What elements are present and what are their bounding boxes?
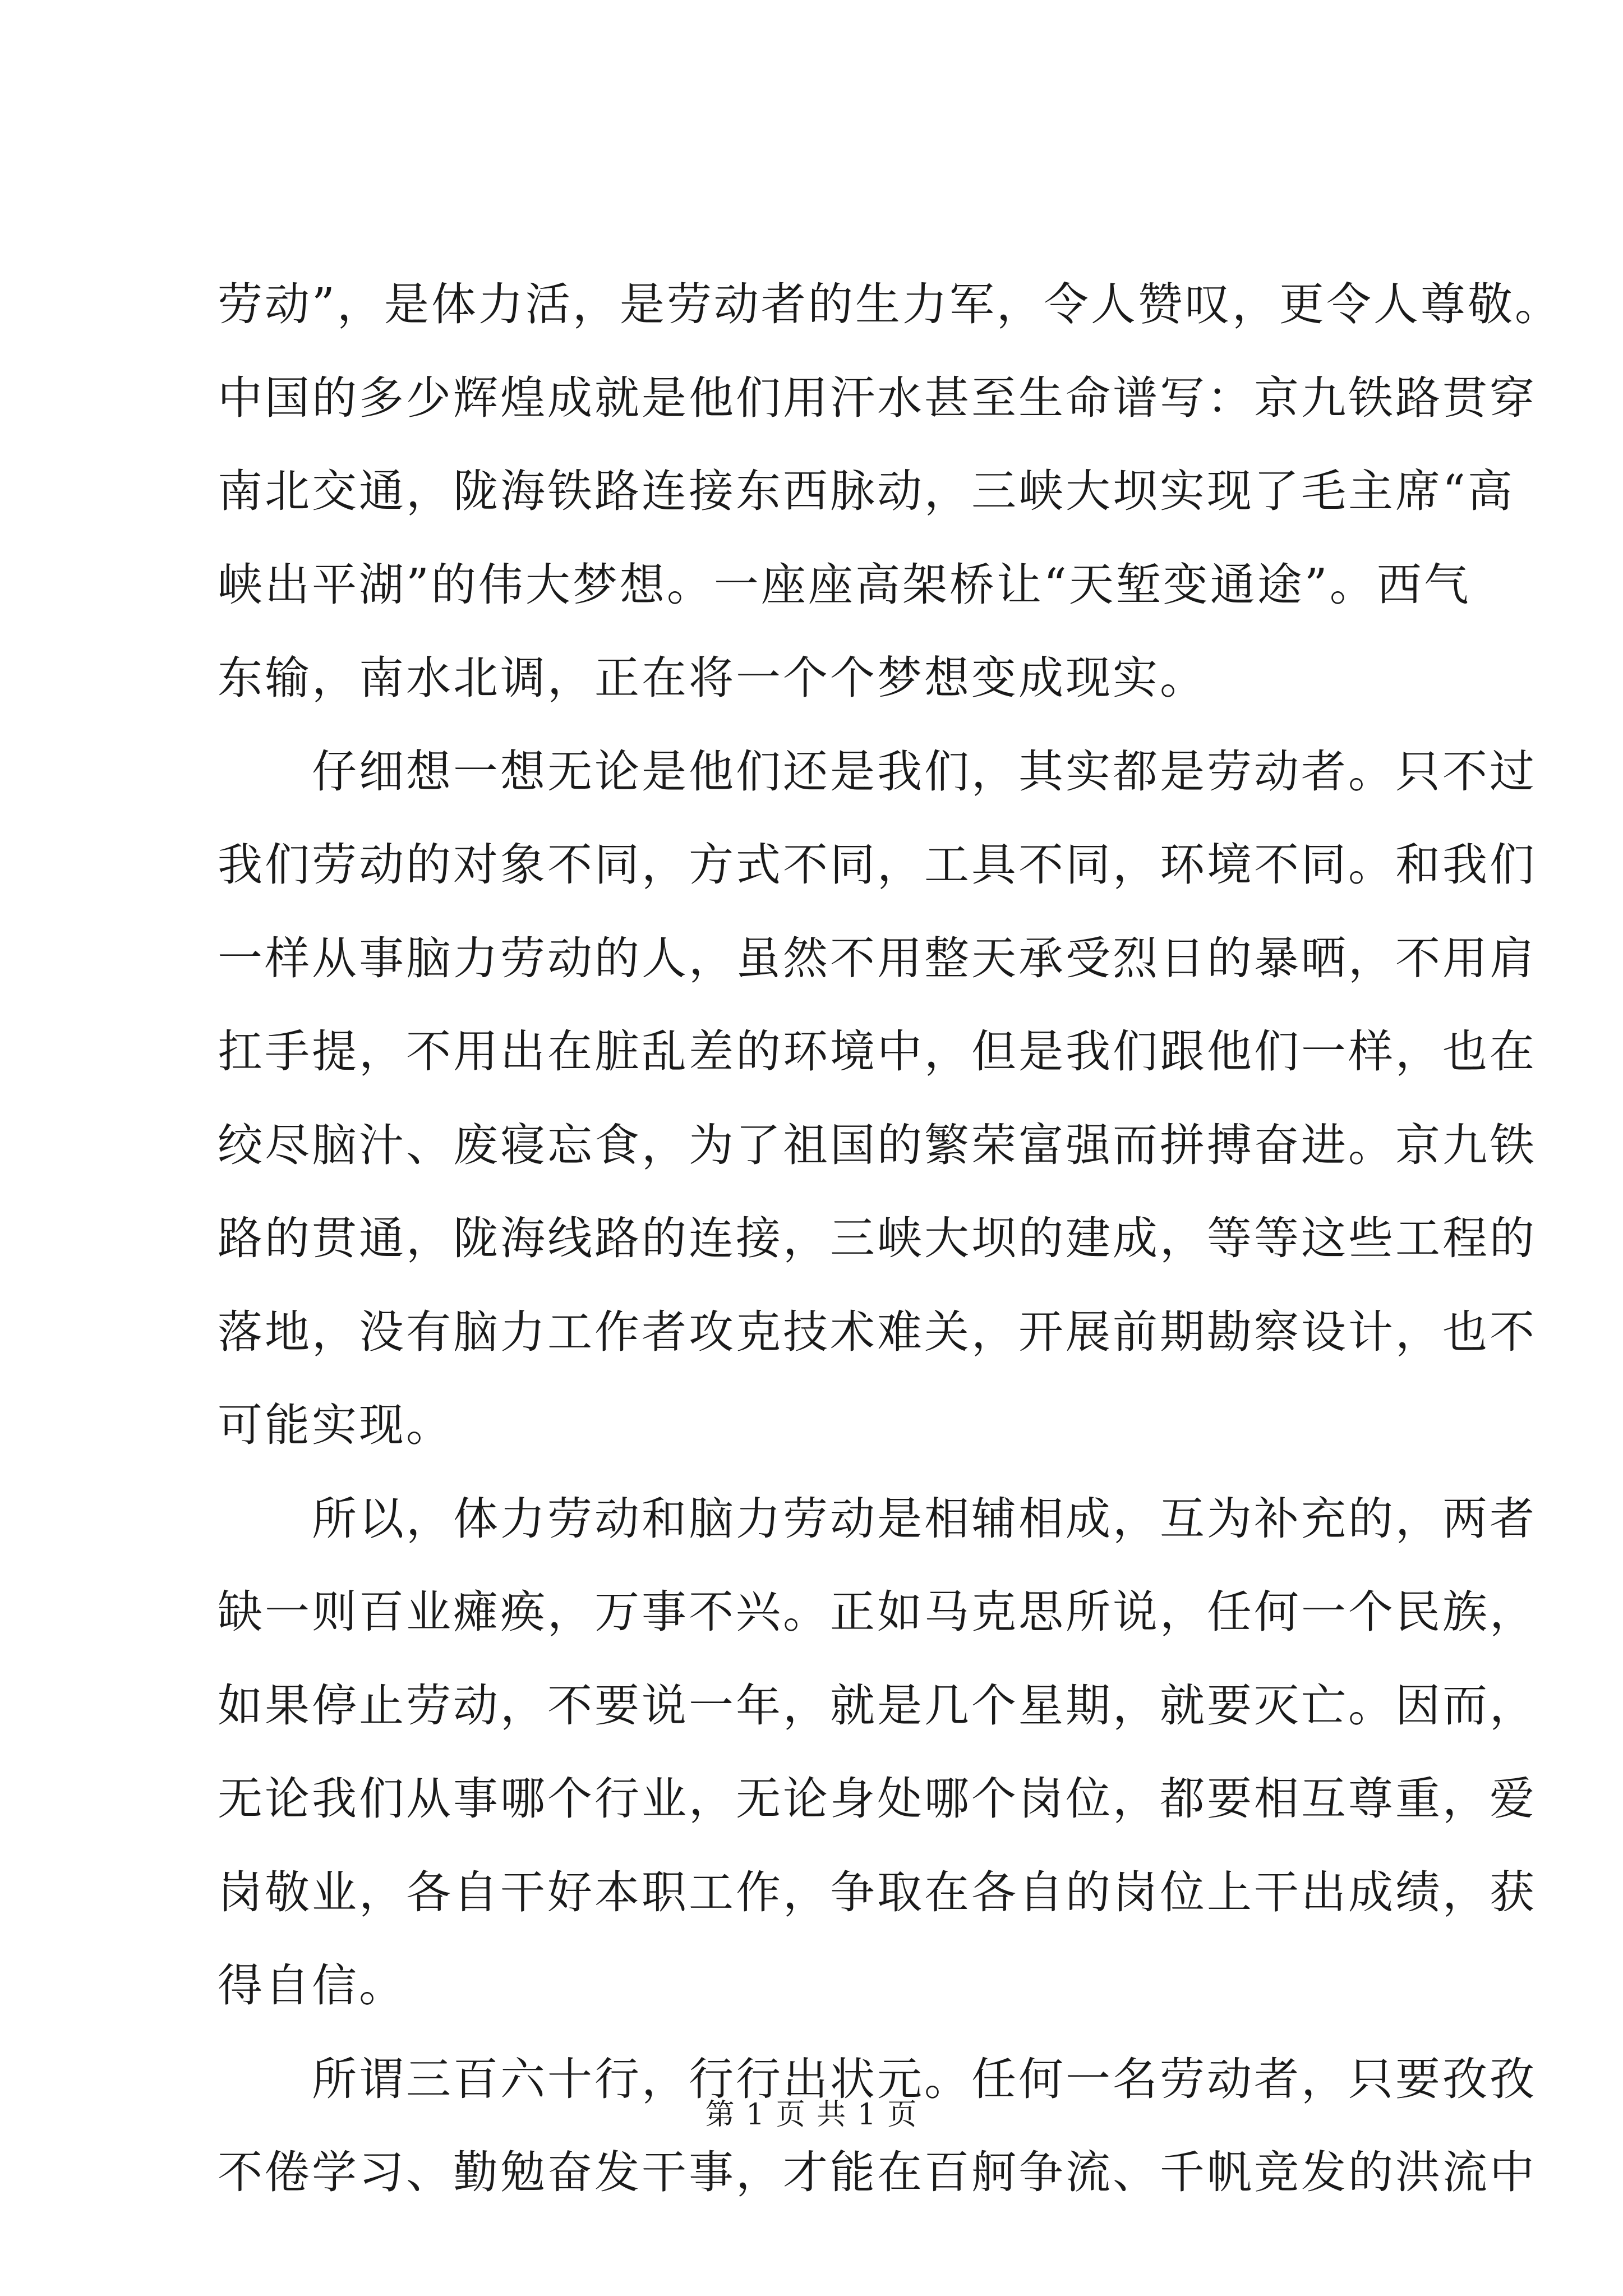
page-footer: 第 1 页 共 1 页	[705, 2098, 918, 2132]
text-line: 所以，体力劳动和脑力劳动是相辅相成，互为补充的，两者	[312, 1492, 1537, 1545]
text-line: 劳动”，是体力活，是劳动者的生力军，令人赞叹，更令人尊敬。	[218, 278, 1562, 330]
text-line: 一样从事脑力劳动的人，虽然不用整天承受烈日的暴晒，不用肩	[218, 932, 1537, 984]
text-line: 得自信。	[218, 1959, 406, 2012]
text-line: 可能实现。	[218, 1399, 453, 1451]
text-line: 绞尽脑汁、废寝忘食，为了祖国的繁荣富强而拼搏奋进。京九铁	[218, 1119, 1537, 1171]
text-line: 如果停止劳动，不要说一年，就是几个星期，就要灭亡。因而，	[218, 1679, 1537, 1732]
text-line: 落地，没有脑力工作者攻克技术难关，开展前期勘察设计，也不	[218, 1305, 1537, 1358]
text-line: 扛手提，不用出在脏乱差的环境中，但是我们跟他们一样，也在	[218, 1025, 1537, 1078]
text-line: 南北交通，陇海铁路连接东西脉动，三峡大坝实现了毛主席“高	[218, 465, 1515, 517]
text-line: 不倦学习、勤勉奋发干事，才能在百舸争流、千帆竞发的洪流中	[218, 2146, 1537, 2198]
text-line: 岗敬业，各自干好本职工作，争取在各自的岗位上干出成绩，获	[218, 1866, 1537, 1918]
body-text	[218, 258, 1562, 2220]
text-line: 中国的多少辉煌成就是他们用汗水甚至生命谱写：京九铁路贯穿	[218, 371, 1537, 424]
text-line: 缺一则百业瘫痪，万事不兴。正如马克思所说，任何一个民族，	[218, 1586, 1537, 1638]
text-line: 仔细想一想无论是他们还是我们，其实都是劳动者。只不过	[312, 745, 1537, 798]
text-line: 峡出平湖”的伟大梦想。一座座高架桥让“天堑变通途”。西气	[218, 558, 1471, 611]
text-line: 路的贯通，陇海线路的连接，三峡大坝的建成，等等这些工程的	[218, 1212, 1537, 1264]
text-line: 我们劳动的对象不同，方式不同，工具不同，环境不同。和我们	[218, 839, 1537, 891]
text-line: 所谓三百六十行，行行出状元。任何一名劳动者，只要孜孜	[312, 2053, 1537, 2105]
text-line: 无论我们从事哪个行业，无论身处哪个岗位，都要相互尊重，爱	[218, 1773, 1537, 1825]
text-line: 东输，南水北调，正在将一个个梦想变成现实。	[218, 652, 1207, 704]
